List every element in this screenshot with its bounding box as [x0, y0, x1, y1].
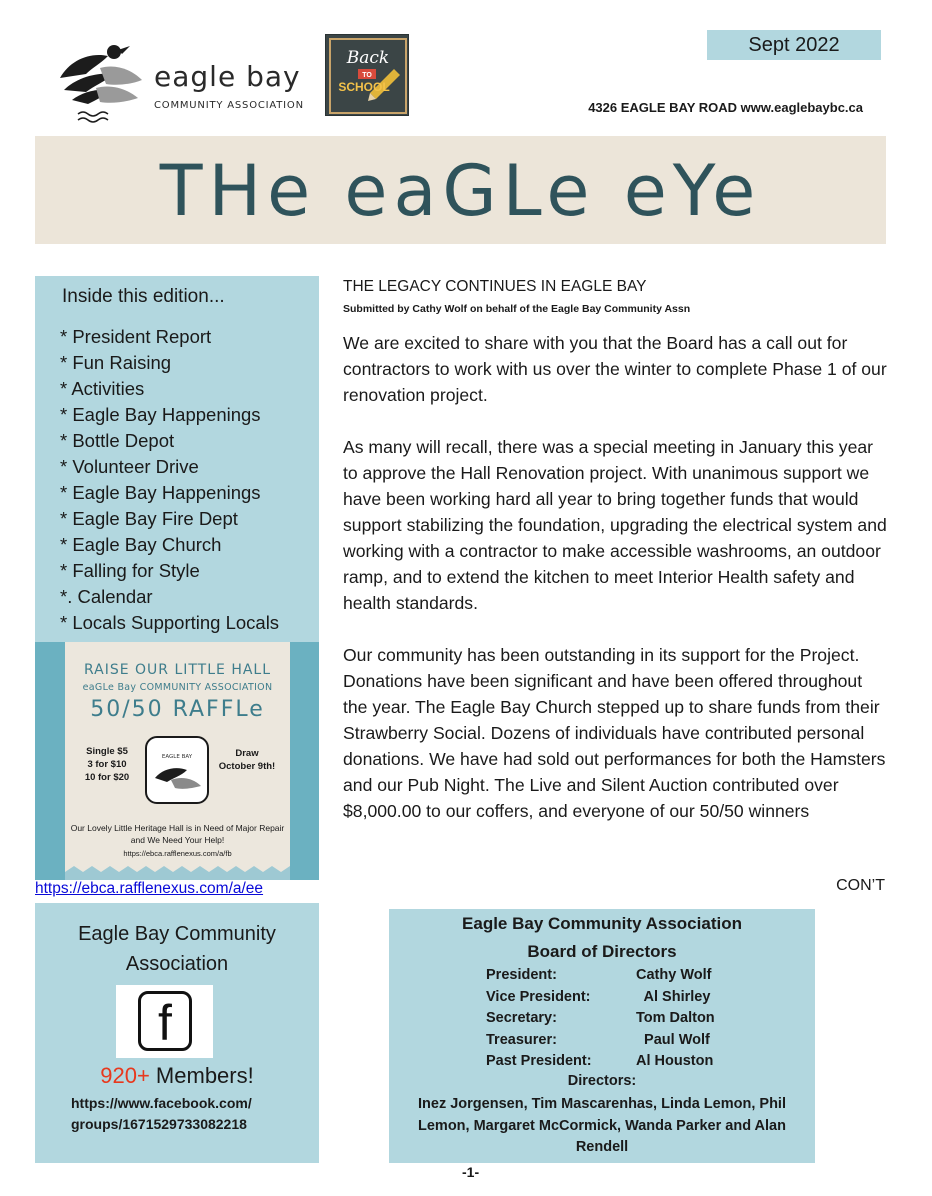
article-paragraph: Our community has been outstanding in its support for the Project. Donations have been significant and have been offered throughout the year. The Eagle Bay Church stepped up to share funds from their Strawberry Social. Dozens of individuals have contributed personal donations. We have had sold out performances for both the Hamsters and our Pub Night. The Live and Silent Auction contributed over $8,000.00 to our coffers, and everyone of our 50/50 winners	[343, 645, 886, 821]
officer-row	[486, 1030, 746, 1052]
bts-line3: SCHOOL	[338, 80, 390, 94]
officer-role: Past President:	[486, 1053, 592, 1069]
officer-row	[486, 1051, 746, 1073]
raffle-logo-badge	[145, 736, 209, 804]
raffle-poster	[65, 642, 290, 880]
officer-role: Treasurer:	[486, 1031, 557, 1048]
toc-title: Inside this edition...	[62, 286, 225, 307]
association-title-line: Association	[125, 953, 229, 975]
masthead-title: THe eaGLe eYe	[159, 150, 762, 232]
facebook-group-url	[71, 1093, 252, 1135]
handshake-icon	[147, 760, 207, 800]
facebook-letter: f	[158, 995, 172, 1051]
raffle-price: Single $5	[86, 746, 128, 757]
toc-item: * Activities	[60, 378, 145, 399]
raffle-draw-line: Draw	[235, 748, 259, 759]
toc-item: * Falling for Style	[60, 560, 200, 581]
toc-item: * President Report	[60, 326, 212, 347]
raffle-headline: RAISE OUR LITTLE HALL	[83, 662, 272, 678]
article-paragraph: We are excited to share with you that the Board has a call out for contractors to work with us over the winter to complete Phase 1 of our renovation project.	[343, 333, 887, 405]
zigzag-border-icon	[65, 866, 290, 880]
board-of-directors-box	[389, 909, 815, 1163]
issue-date: Sept 2022	[707, 30, 881, 60]
officer-name: Al Shirley	[636, 988, 711, 1005]
eagle-hands-icon	[52, 38, 148, 124]
board-subtitle: Board of Directors	[527, 942, 677, 961]
association-box	[35, 903, 319, 1163]
logo-wordmark: eagle bay	[154, 60, 301, 93]
officer-list	[486, 965, 746, 1073]
chalkboard-icon	[326, 35, 410, 117]
raffle-draw-line: October 9th!	[218, 761, 276, 772]
toc-item: *. Calendar	[60, 586, 153, 607]
association-title	[35, 919, 319, 979]
page-number: -1-	[462, 1164, 480, 1180]
article-title: THE LEGACY CONTINUES IN EAGLE BAY	[343, 278, 647, 295]
toc-item: * Eagle Bay Happenings	[60, 404, 261, 425]
toc-item: * Volunteer Drive	[60, 456, 199, 477]
officer-role: Secretary:	[486, 1010, 557, 1026]
table-of-contents	[35, 276, 319, 642]
masthead	[35, 136, 886, 244]
directors-names: Inez Jorgensen, Tim Mascarenhas, Linda Lemon, Phil Lemon, Margaret McCormick, Wanda Parker and Alan Rendell	[418, 1096, 786, 1155]
eagle-bay-logo	[52, 38, 317, 124]
bts-line1: Back	[346, 48, 390, 68]
raffle-link[interactable]: https://ebca.rafflenexus.com/a/ee	[35, 880, 264, 897]
logo-subtitle: COMMUNITY ASSOCIATION	[154, 100, 304, 111]
facebook-icon	[138, 991, 192, 1051]
article-byline: Submitted by Cathy Wolf on behalf of the Eagle Bay Community Assn	[343, 303, 691, 315]
officer-name: Paul Wolf	[636, 1031, 710, 1048]
member-count-number: 920+	[100, 1063, 150, 1088]
article-continued: CON’T	[836, 877, 885, 894]
facebook-url-line: groups/1671529733082218	[71, 1116, 247, 1132]
raffle-org: eaGLe Bay COMMUNITY ASSOCIATION	[82, 682, 273, 693]
raffle-poster-frame	[35, 642, 319, 880]
toc-item: * Eagle Bay Fire Dept	[60, 508, 238, 529]
toc-item: * Fun Raising	[60, 352, 172, 373]
toc-item: * Eagle Bay Church	[60, 534, 222, 555]
raffle-price: 10 for $20	[84, 772, 130, 783]
toc-list	[60, 324, 279, 636]
bts-line2: TO	[362, 72, 372, 79]
raffle-badge-text: EAGLE BAY	[161, 754, 193, 760]
association-title-line: Eagle Bay Community	[78, 923, 276, 945]
toc-item: * Locals Supporting Locals	[60, 612, 280, 633]
article-paragraph: As many will recall, there was a special meeting in January this year to approve the Hall Renovation project. With unanimous support we have been working hard all year to bring together funds that would support stabilizing the foundation, upgrading the electrical system and working with a contractor to make accessible washrooms, an outdoor ramp, and to extend the kitchen to meet Interior Health safety and health standards.	[343, 437, 887, 613]
directors-label: Directors:	[567, 1073, 637, 1089]
member-count-label: Members!	[149, 1063, 254, 1088]
officer-row	[486, 987, 746, 1009]
officer-row	[486, 965, 746, 987]
officer-name: Cathy Wolf	[636, 967, 712, 983]
toc-item: * Bottle Depot	[60, 430, 175, 451]
facebook-url-line: https://www.facebook.com/	[71, 1095, 252, 1111]
member-count	[35, 1063, 319, 1089]
raffle-price: 3 for $10	[87, 759, 127, 770]
raffle-url: https://ebca.rafflenexus.com/a/fb	[123, 849, 232, 858]
officer-name: Tom Dalton	[636, 1010, 715, 1026]
raffle-title: 50/50 RAFFLe	[90, 697, 265, 722]
raffle-prices	[81, 745, 133, 784]
address-line: 4326 EAGLE BAY ROAD www.eaglebaybc.ca	[588, 100, 863, 115]
officer-row	[486, 1008, 746, 1030]
officer-name: Al Houston	[636, 1053, 714, 1069]
board-title: Eagle Bay Community Association	[462, 914, 742, 933]
article-body	[343, 330, 888, 850]
back-to-school-badge	[325, 34, 409, 116]
officer-role: President:	[486, 967, 557, 983]
officer-role: Vice President:	[486, 988, 591, 1005]
raffle-appeal: Our Lovely Little Heritage Hall is in Need of Major Repair and We Need Your Help!	[70, 823, 285, 845]
facebook-logo[interactable]	[116, 985, 213, 1058]
raffle-draw-date	[214, 747, 280, 773]
toc-item: * Eagle Bay Happenings	[60, 482, 261, 503]
